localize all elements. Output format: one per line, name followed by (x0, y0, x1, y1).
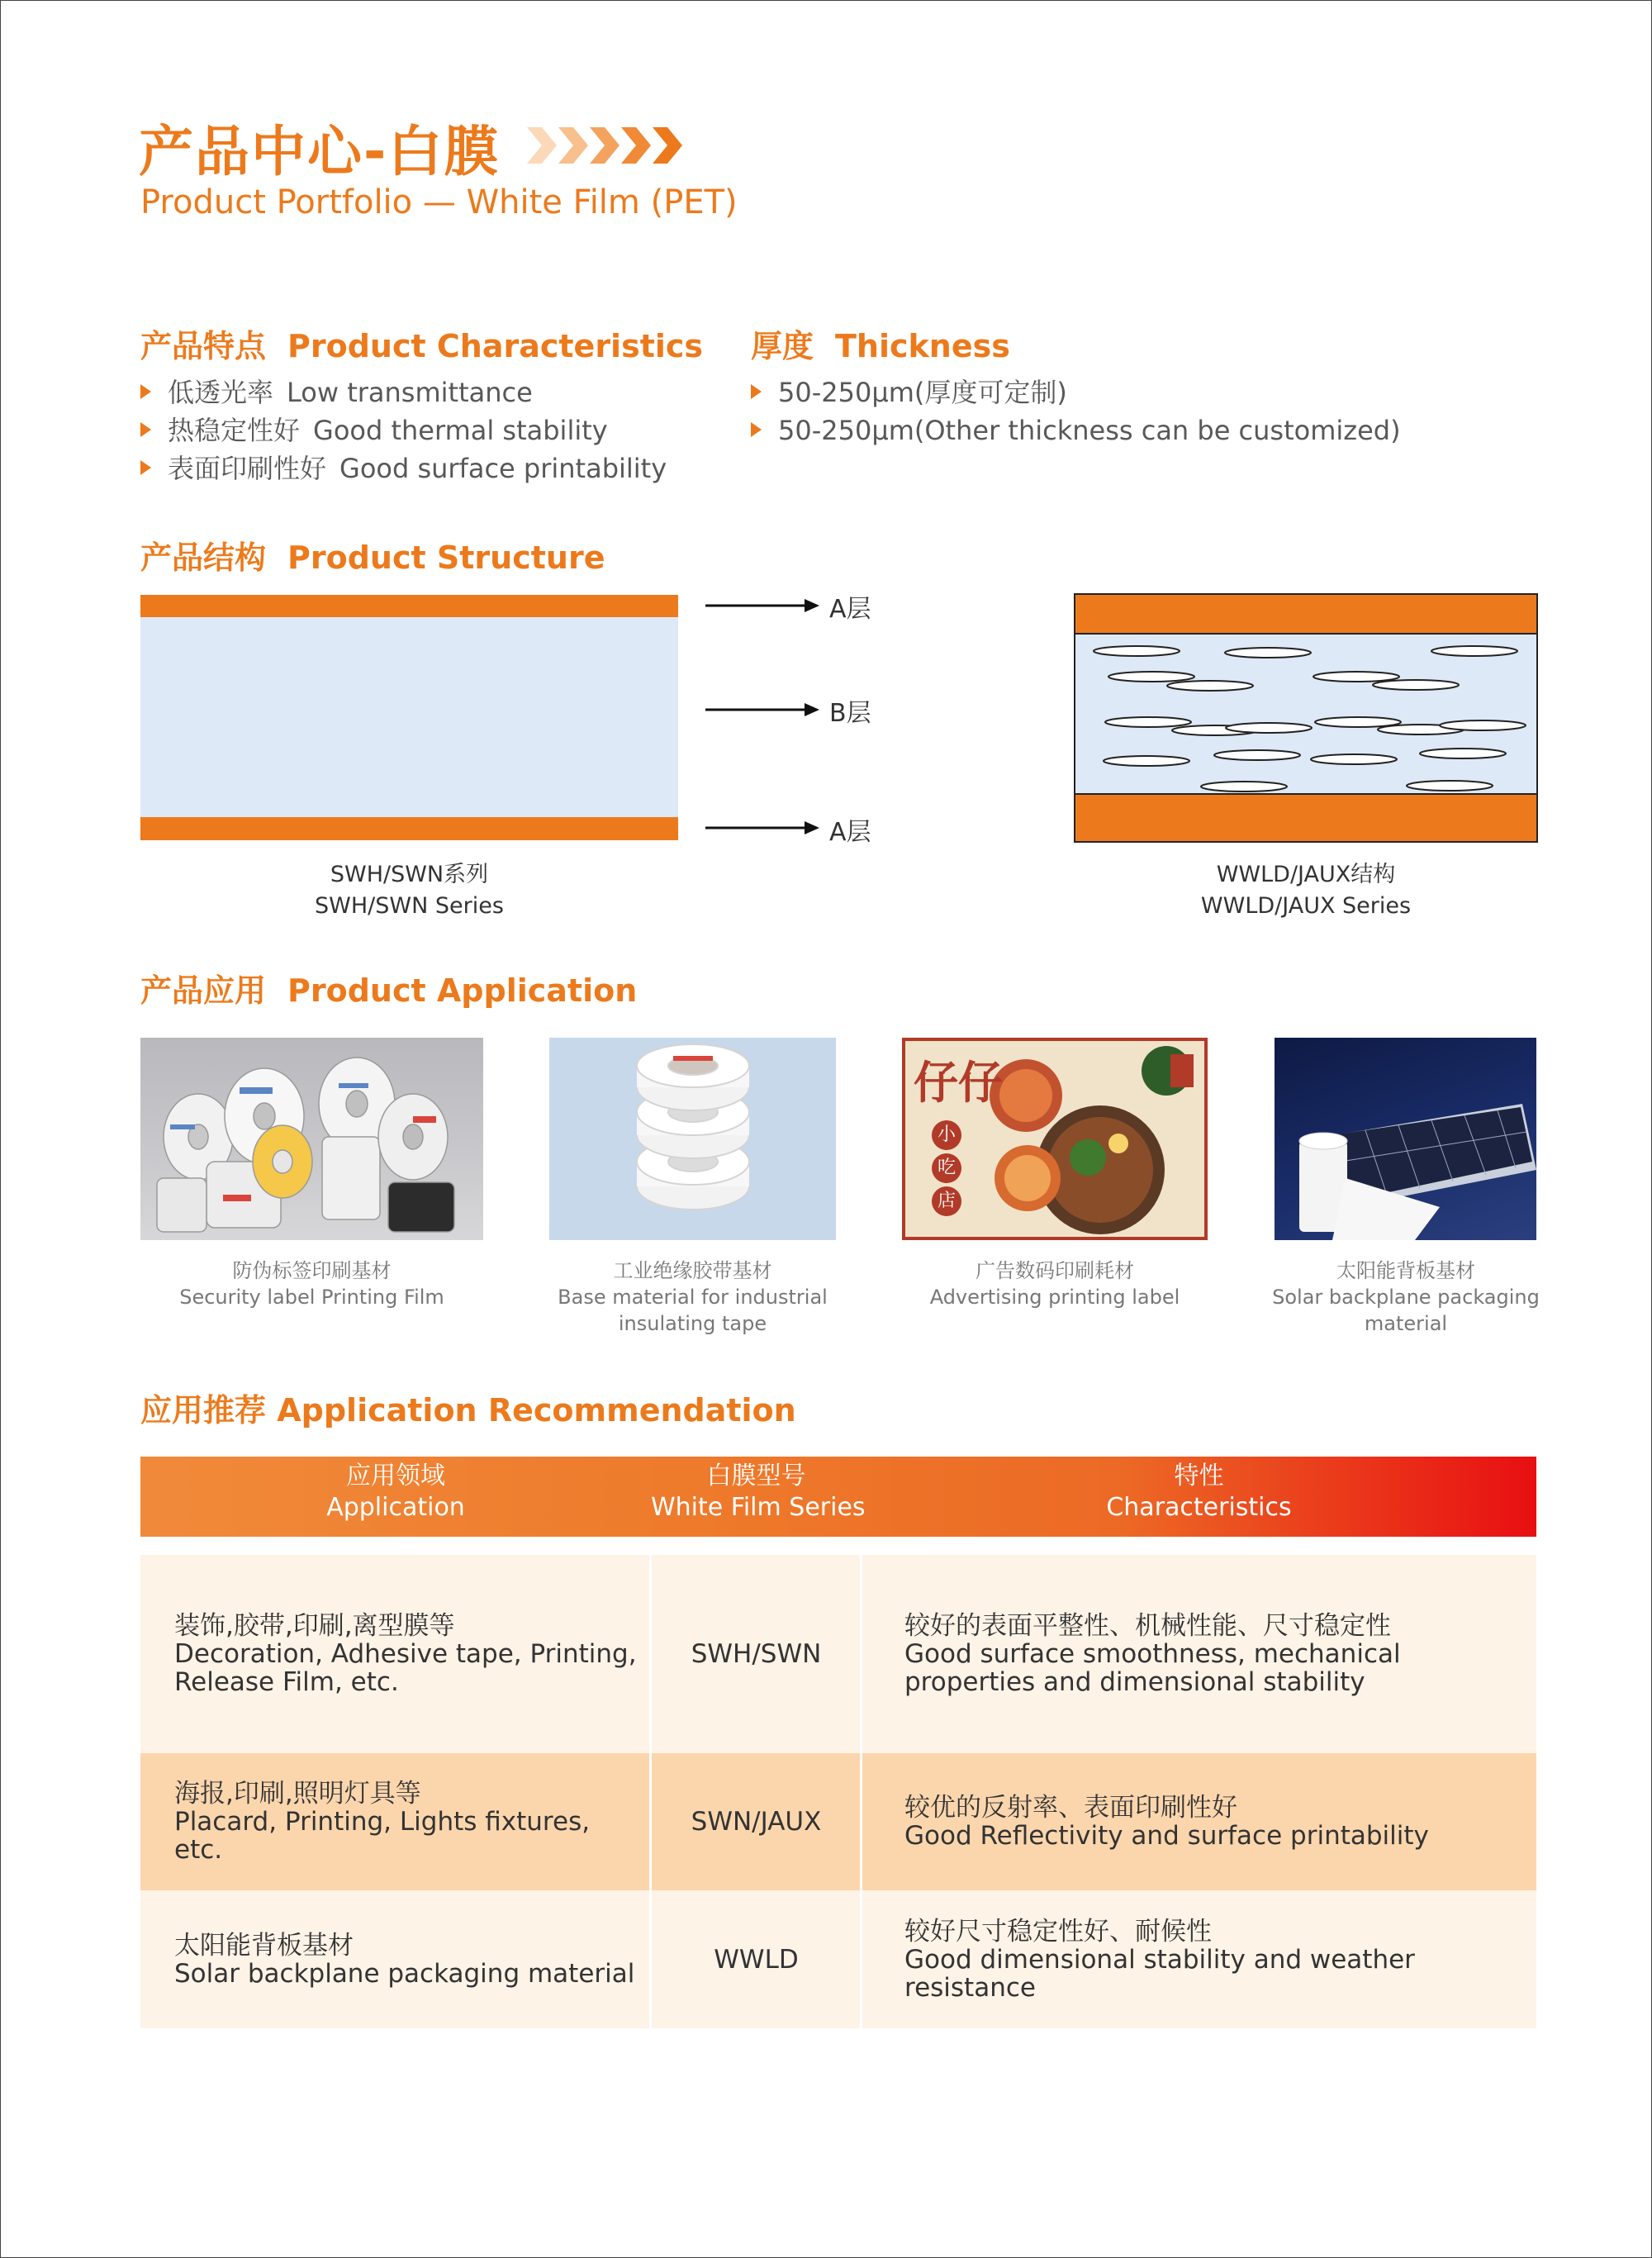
structure-heading-cn: 产品结构 (140, 540, 267, 576)
column-header-series: 白膜型号 White Film Series (651, 1462, 866, 1522)
thickness-heading-en: Thickness (835, 328, 1010, 364)
layer-a-bottom (140, 817, 678, 840)
cell-characteristics: 较优的反射率、表面印刷性好 Good Reflectivity and surface printability (904, 1793, 1429, 1851)
characteristics-heading (140, 321, 703, 366)
list-item: 热稳定性好 Good thermal stability (140, 411, 667, 449)
application-caption-4: 太阳能背板基材 Solar backplane packaging material (1272, 1259, 1540, 1335)
application-caption-1: 防伪标签印刷基材 Security label Printing Film (179, 1259, 444, 1309)
list-item: 表面印刷性好 Good surface printability (140, 449, 667, 487)
characteristics-heading-en: Product Characteristics (287, 328, 704, 364)
cell-application: 装饰,胶带,印刷,离型膜等 Decoration, Adhesive tape, Printing, Release Film, etc. (174, 1611, 637, 1697)
arrow-right-icon (705, 703, 819, 716)
table-row (140, 1890, 1536, 2028)
bullet-arrow-icon (751, 384, 762, 399)
chevron-icon (527, 127, 557, 164)
wwld-caption: WWLD/JAUX结构 WWLD/JAUX Series (1200, 862, 1412, 919)
table-row (140, 1555, 1536, 1753)
characteristics-list (140, 373, 667, 487)
arrow-right-icon (705, 599, 819, 612)
bullet-arrow-icon (140, 422, 151, 437)
list-item: 50-250μm(Other thickness can be customized) (751, 411, 1401, 449)
layer-top (1075, 594, 1537, 634)
chevron-icon (590, 127, 620, 164)
thickness-heading (751, 321, 1010, 366)
wwld-film-diagram (1074, 593, 1538, 843)
layer-label-b: B层 (829, 699, 871, 728)
chevron-icon (653, 127, 682, 164)
bullet-arrow-icon (751, 422, 762, 437)
column-header-characteristics: 特性 Characteristics (1106, 1462, 1292, 1522)
column-header-application: 应用领域 Application (326, 1462, 465, 1522)
thickness-heading-cn: 厚度 (751, 328, 814, 364)
column-divider (860, 1537, 862, 2028)
poster-title: 仔仔 (914, 1056, 1003, 1109)
swh-caption: SWH/SWN系列 SWH/SWN Series (315, 862, 504, 919)
page-title-cn: 产品中心-白膜 (139, 120, 501, 183)
recommendation-heading: 应用推荐 Application Recommendation (140, 1392, 796, 1428)
characteristics-heading-cn: 产品特点 (140, 328, 267, 364)
advertising-poster-image (902, 1038, 1208, 1240)
layer-label-a-top: A层 (829, 595, 871, 624)
cell-series: WWLD (714, 1944, 799, 1975)
structure-heading (140, 532, 605, 578)
application-heading (140, 965, 637, 1010)
chevron-icon (621, 127, 651, 164)
thickness-list (751, 373, 1401, 449)
chevron-arrows-icon (525, 122, 691, 169)
swh-film-diagram (140, 595, 678, 840)
cell-application: 海报,印刷,照明灯具等 Placard, Printing, Lights fixtures, etc. (174, 1779, 591, 1865)
application-heading-en: Product Application (287, 972, 638, 1009)
cell-characteristics: 较好的表面平整性、机械性能、尺寸稳定性 Good surface smoothness, mechanical properties and dimensional stability (904, 1611, 1401, 1697)
layer-bottom (1075, 794, 1537, 842)
application-heading-cn: 产品应用 (140, 972, 267, 1009)
poster-subtitle: 小 吃 店 (932, 1120, 965, 1216)
bullet-arrow-icon (140, 460, 151, 475)
bullet-arrow-icon (140, 384, 151, 399)
chevron-icon (558, 127, 588, 164)
page-subtitle-en: Product Portfolio — White Film (PET) (140, 183, 738, 221)
layer-arrows (704, 595, 819, 843)
application-caption-3: 广告数码印刷耗材 Advertising printing label (929, 1259, 1180, 1309)
column-divider (649, 1537, 652, 2028)
cell-application: 太阳能背板基材 Solar backplane packaging material (174, 1930, 635, 1989)
solar-backplane-image (1275, 1038, 1536, 1240)
security-label-image (140, 1038, 483, 1240)
list-item: 50-250μm(厚度可定制) (751, 373, 1401, 411)
list-item: 低透光率 Low transmittance (140, 373, 667, 411)
cell-series: SWN/JAUX (691, 1807, 822, 1837)
arrow-right-icon (705, 821, 819, 834)
table-row (140, 1753, 1536, 1890)
cell-series: SWH/SWN (691, 1639, 822, 1669)
layer-a-top (140, 595, 678, 617)
structure-heading-en: Product Structure (287, 540, 605, 576)
cell-characteristics: 较好尺寸稳定性好、耐候性 Good dimensional stability and weather resistance (904, 1916, 1415, 2003)
layer-label-a-bottom: A层 (829, 818, 871, 847)
application-caption-2: 工业绝缘胶带基材 Base material for industrial insulating tape (558, 1259, 828, 1335)
insulating-tape-image (549, 1038, 836, 1240)
